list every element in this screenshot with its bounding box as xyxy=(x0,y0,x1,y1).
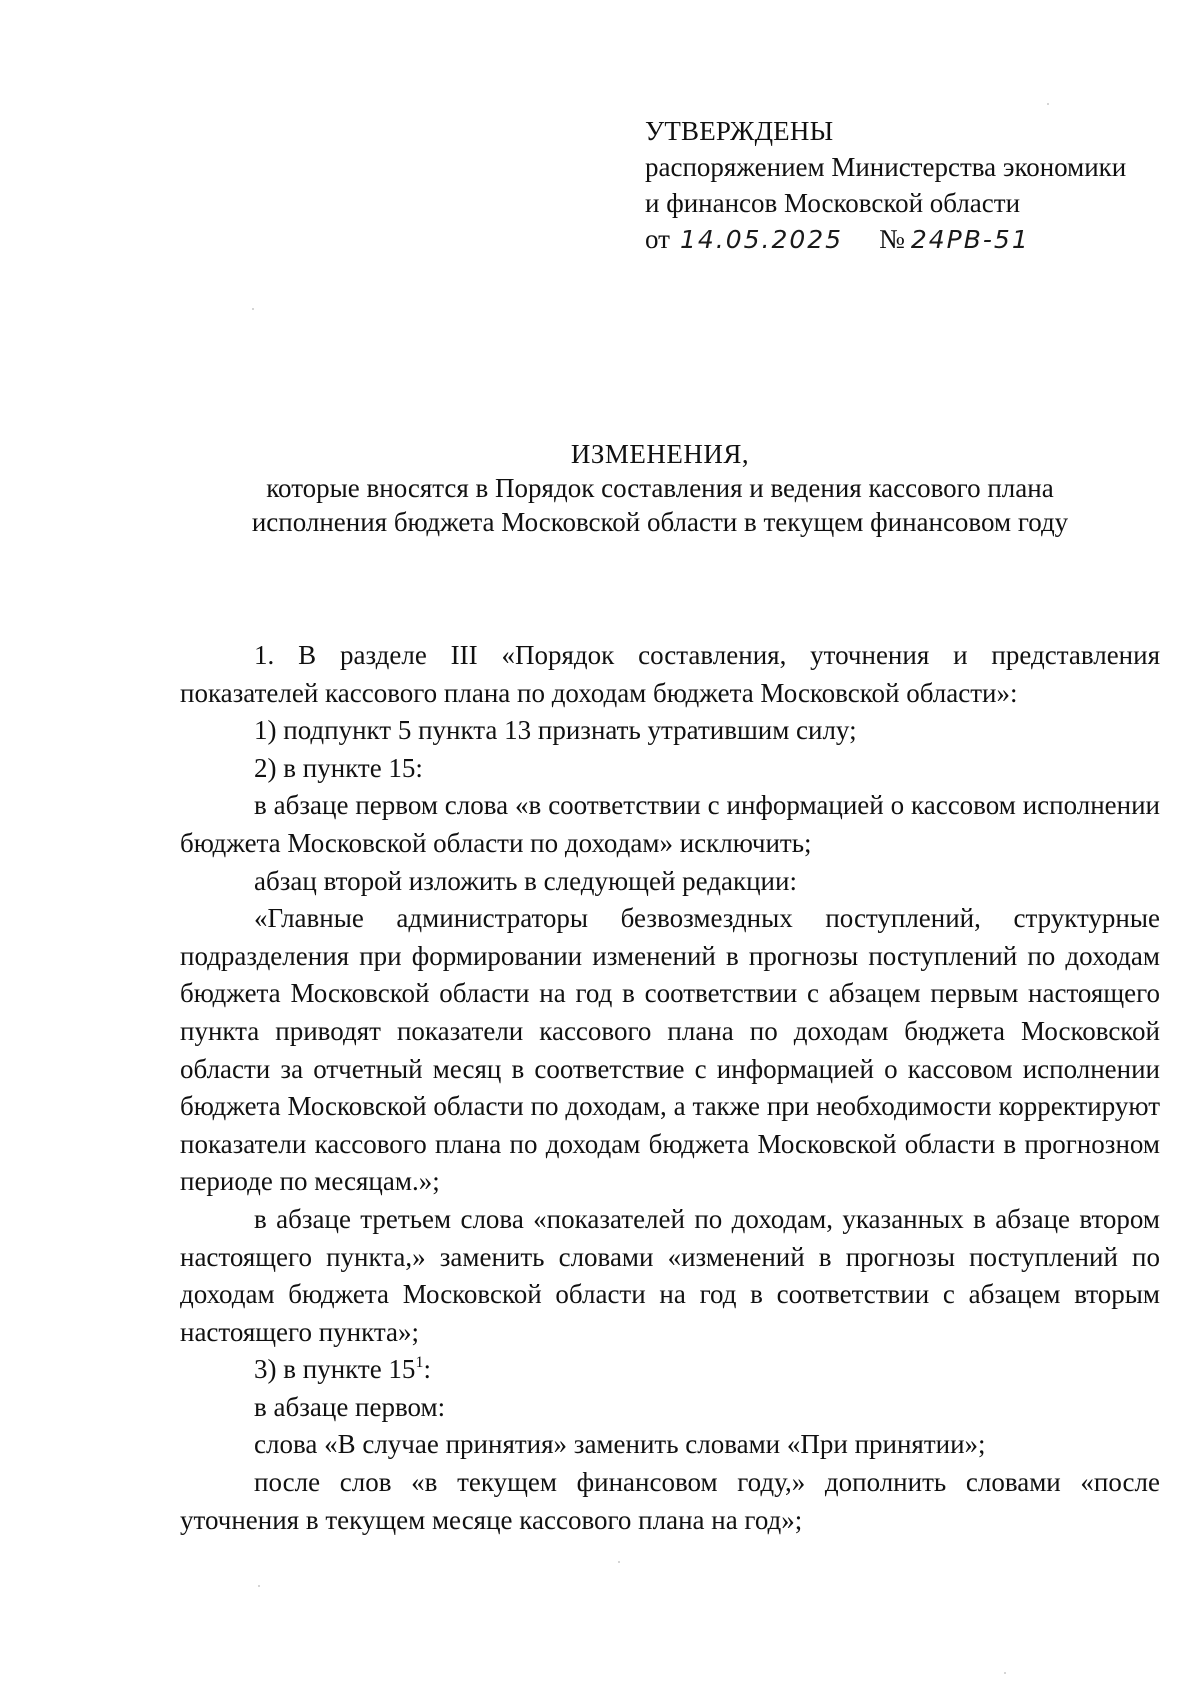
number-prefix: № xyxy=(879,224,905,254)
date-prefix: от xyxy=(645,224,670,254)
paragraph-5: абзац второй изложить в следующей редакции: xyxy=(254,865,797,896)
paragraph-6: «Главные администраторы безвозмездных поступлений, структурные подразделения при формировании изменений в прогнозы поступлений по доходам бюджета Московской области на год в соответствии с абзацем первым настоящего пункта приводят показатели кассового плана по доходам бюджета Московской области за отчетный месяц в соответствие с информацией о кассовом исполнении бюджета Московской области по доходам, а также при необходимости корректируют показатели кассового плана по доходам бюджета Московской области в прогнозном периоде по месяцам.»; xyxy=(180,903,1160,1197)
heading-subtitle-line-2: исполнения бюджета Московской области в текущем финансовом году xyxy=(251,507,1069,537)
handwritten-number: 24РВ-51 xyxy=(910,225,1030,254)
paragraph-4: в абзаце первом слова «в соответствии с информацией о кассовом исполнении бюджета Московской области по доходам» исключить; xyxy=(180,790,1160,858)
approval-line-1: распоряжением Министерства экономики xyxy=(645,152,1127,182)
approval-line-2: и финансов Московской области xyxy=(645,188,1021,218)
paragraph-8 xyxy=(180,1351,1160,1389)
paragraph-3: 2) в пункте 15: xyxy=(254,752,423,783)
paragraph-10: слова «В случае принятия» заменить словами «При принятии»; xyxy=(254,1429,986,1460)
paragraph-8-text: 3) в пункте 15 xyxy=(254,1354,416,1385)
document-body xyxy=(180,637,1160,1539)
paragraph-11: после слов «в текущем финансовом году,» дополнить словами «после уточнения в текущем месяце кассового плана на год»; xyxy=(180,1467,1160,1535)
heading-title: ИЗМЕНЕНИЯ, xyxy=(570,439,750,469)
paragraph-9: в абзаце первом: xyxy=(254,1391,446,1422)
paragraph-2: 1) подпункт 5 пункта 13 признать утратившим силу; xyxy=(254,715,857,746)
paragraph-8-superscript: 1 xyxy=(415,1354,424,1372)
approval-title: УТВЕРЖДЕНЫ xyxy=(645,116,834,146)
approval-date-line xyxy=(645,221,1165,258)
scan-speck xyxy=(1047,103,1049,105)
paragraph-1: 1. В разделе III «Порядок составления, уточнения и представления показателей кассового плана по доходам бюджета Московской области»: xyxy=(180,640,1160,708)
heading-subtitle-line-1: которые вносятся в Порядок составления и ведения кассового плана xyxy=(266,473,1054,503)
scan-speck xyxy=(258,1585,260,1587)
handwritten-date: 14.05.2025 xyxy=(679,225,844,254)
scan-speck xyxy=(618,1561,620,1563)
paragraph-8-colon: : xyxy=(423,1354,431,1385)
scan-speck xyxy=(1004,1672,1006,1674)
approval-block xyxy=(645,113,1165,258)
document-heading xyxy=(130,437,1190,539)
paragraph-7: в абзаце третьем слова «показателей по доходам, указанных в абзаце втором настоящего пункта,» заменить словами «изменений в прогнозы поступлений по доходам бюджета Московской области на год в соответствии с абзацем вторым настоящего пункта»; xyxy=(180,1203,1160,1347)
scan-speck xyxy=(252,308,254,310)
